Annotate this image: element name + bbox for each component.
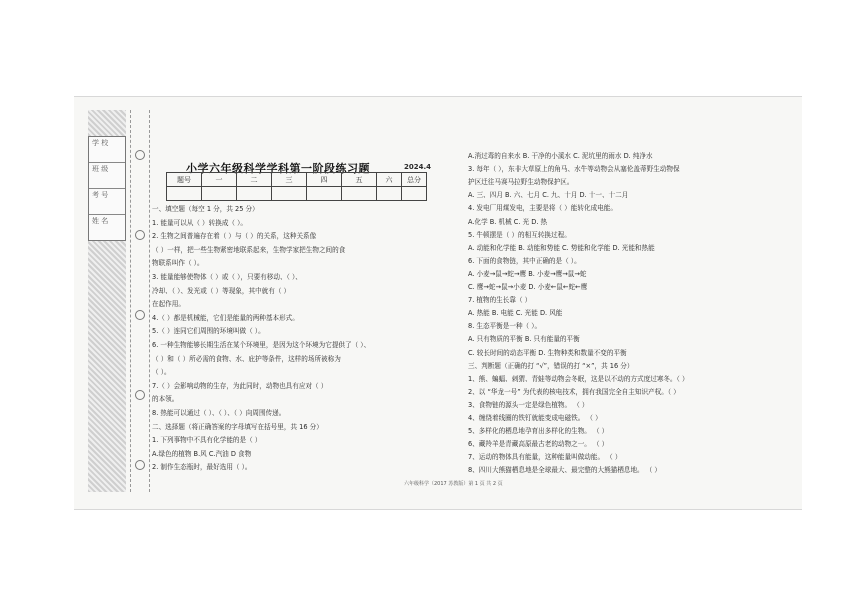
score-cell[interactable] — [202, 187, 237, 201]
exam-date: 2024.4 — [404, 163, 432, 171]
question-line: （ ）和（ ）所必需的食物、水、庇护等条件，这样的场所被称为 — [152, 354, 341, 363]
question-line: 3. 每年（ ），东非大草原上的角马、水牛等动物会从塞伦盖蒂野生动物保 — [468, 165, 680, 174]
student-info-box — [88, 136, 126, 241]
question-line: C. 较长时间的动态平衡 D. 生物种类和数量不变的平衡 — [468, 348, 627, 357]
question-line: 7、运动的物体具有能量，这种能量叫做动能。 （ ） — [468, 453, 622, 462]
question-line: 1、熊、蝙蝠、刺猬、青蛙等动物会冬眠，这是以不动的方式度过寒冬。（ ） — [468, 374, 689, 383]
question-line: 2. 生物之间普遍存在着（ ）与（ ）的关系，这种关系像 — [152, 232, 317, 241]
school-field: 学 校 — [89, 137, 125, 163]
question-line: 4、缠绕着线圈的铁钉就能变成电磁铁。 （ ） — [468, 414, 602, 422]
question-line: A.绿色的植物 B.风 C.汽油 D 食物 — [152, 449, 252, 458]
question-line: A. 三、四月 B. 六、七月 C. 九、十月 D. 十一、十二月 — [468, 191, 629, 200]
question-line: 的本领。 — [152, 395, 179, 404]
question-line: 在起作用。 — [152, 300, 185, 309]
question-line: （ ）。 — [152, 368, 171, 377]
score-cell[interactable] — [377, 187, 402, 201]
score-table — [166, 172, 427, 201]
class-field: 班 级 — [89, 163, 125, 189]
score-cell[interactable] — [167, 187, 202, 201]
question-line: 4. 发电厂用煤发电，主要是将（ ）能转化成电能。 — [468, 204, 617, 213]
question-line: 三、判断题（正确的打 “√”，错误的打 “×”，共 16 分） — [468, 361, 634, 370]
score-header-cell: 二 — [237, 173, 272, 187]
question-line: A.消过毒的自来水 B. 干净的小溪水 C. 泥坑里的雨水 D. 纯净水 — [468, 152, 653, 160]
question-line: 2. 制作生态瓶时，最好选用（ ）。 — [152, 463, 252, 472]
question-line: 7.（ ）会影响动物的生存，为此同时，动物也具有应对（ ） — [152, 381, 328, 390]
question-line: 8、四川大熊猫栖息地是全球最大、最完整的大熊猫栖息地。 （ ） — [468, 466, 662, 475]
question-line: A. 动能和化学能 B. 动能和势能 C. 势能和化学能 D. 光能和热能 — [468, 243, 655, 252]
question-line: A. 只有物质的平衡 B. 只有能量的平衡 — [468, 335, 580, 344]
binding-hole-icon — [135, 150, 145, 160]
score-header-cell: 五 — [342, 173, 377, 187]
score-cell[interactable] — [237, 187, 272, 201]
score-table-entry-row — [167, 187, 427, 201]
question-line: 8. 热能可以通过（ ）、（ ）、（ ）向周围传递。 — [152, 409, 286, 417]
score-cell[interactable] — [402, 187, 427, 201]
binding-hole-icon — [135, 230, 145, 240]
question-line: 物联系叫作（ ）。 — [152, 259, 204, 268]
question-line: 2、以 “华龙一号” 为代表的核电技术，拥有我国完全自主知识产权。（ ） — [468, 387, 680, 396]
score-table-header-row — [167, 173, 427, 187]
question-line: 6. 下面的食物链，其中正确的是（ ）。 — [468, 256, 581, 265]
question-line: 护区迁往马赛马拉野生动物保护区。 — [468, 178, 574, 187]
binding-hole-icon — [135, 310, 145, 320]
question-line: 5. 牛顿摆是（ ）的相互转换过程。 — [468, 230, 571, 239]
page-footer: 六年级科学（2017 苏教版）第 1 页 共 2 页 — [404, 481, 503, 487]
question-line: A. 热能 B. 电能 C. 光能 D. 风能 — [468, 309, 563, 318]
binding-hole-icon — [135, 390, 145, 400]
question-line: 5、多样化的栖息地孕育出多样化的生物。 （ ） — [468, 427, 609, 436]
question-line: C. 鹰→蛇→鼠→小麦 D. 小麦←鼠←蛇←鹰 — [468, 283, 588, 291]
question-line: 7. 植物的生长靠（ ） — [468, 296, 532, 305]
question-line: 5.（ ）连同它们周围的环境叫做（ ）。 — [152, 327, 265, 336]
question-line: A. 小麦→鼠→蛇→鹰 B. 小麦→鹰→鼠→蛇 — [468, 269, 587, 278]
question-line: 1. 能量可以从（ ）转换成（ ）。 — [152, 218, 247, 227]
question-line: 冷却、（ ）、发光或（ ）等现象，其中就有（ ） — [152, 286, 291, 295]
question-line: A.化学 B. 机械 C. 光 D. 热 — [468, 217, 548, 226]
score-cell[interactable] — [342, 187, 377, 201]
question-line: 二、选择题（将正确答案的字母填写在括号里，共 16 分） — [152, 422, 323, 431]
exam-number-field: 考 号 — [89, 189, 125, 215]
binding-margin — [88, 110, 150, 492]
question-line: 一、填空题（每空 1 分，共 25 分） — [152, 205, 259, 213]
score-cell[interactable] — [307, 187, 342, 201]
question-line: 6. 一种生物能够长期生活在某个环境里，是因为这个环境为它提供了（ ）、 — [152, 341, 371, 349]
question-line: 3. 能量能够使物体（ ）或（ ），只要有移动、（ ）、 — [152, 273, 302, 281]
score-header-cell: 四 — [307, 173, 342, 187]
question-line: 8. 生态平衡是一种（ ）。 — [468, 322, 542, 331]
question-line: 1. 下列事物中不具有化学能的是（ ） — [152, 436, 262, 445]
exam-title: 小学六年级科学学科第一阶段练习题 — [186, 162, 370, 175]
score-header-cell: 六 — [377, 173, 402, 187]
binding-hole-icon — [135, 460, 145, 470]
binding-dashed-line — [130, 110, 150, 492]
name-field: 姓 名 — [92, 217, 109, 225]
score-header-cell: 题号 — [167, 173, 202, 187]
score-header-cell: 三 — [272, 173, 307, 187]
score-cell[interactable] — [272, 187, 307, 201]
score-header-cell: 总分 — [402, 173, 427, 187]
question-line: （ ）一样，把一些生物紧密地联系起来，生物学家把生物之间的食 — [152, 245, 346, 254]
question-line: 4.（ ）都是机械能，它们是能量的两种基本形式。 — [152, 313, 299, 322]
question-line: 3、食物链的源头一定是绿色植物。 （ ） — [468, 400, 589, 409]
question-line: 6、藏羚羊是青藏高原最古老的动物之一。 （ ） — [468, 440, 609, 449]
score-header-cell: 一 — [202, 173, 237, 187]
